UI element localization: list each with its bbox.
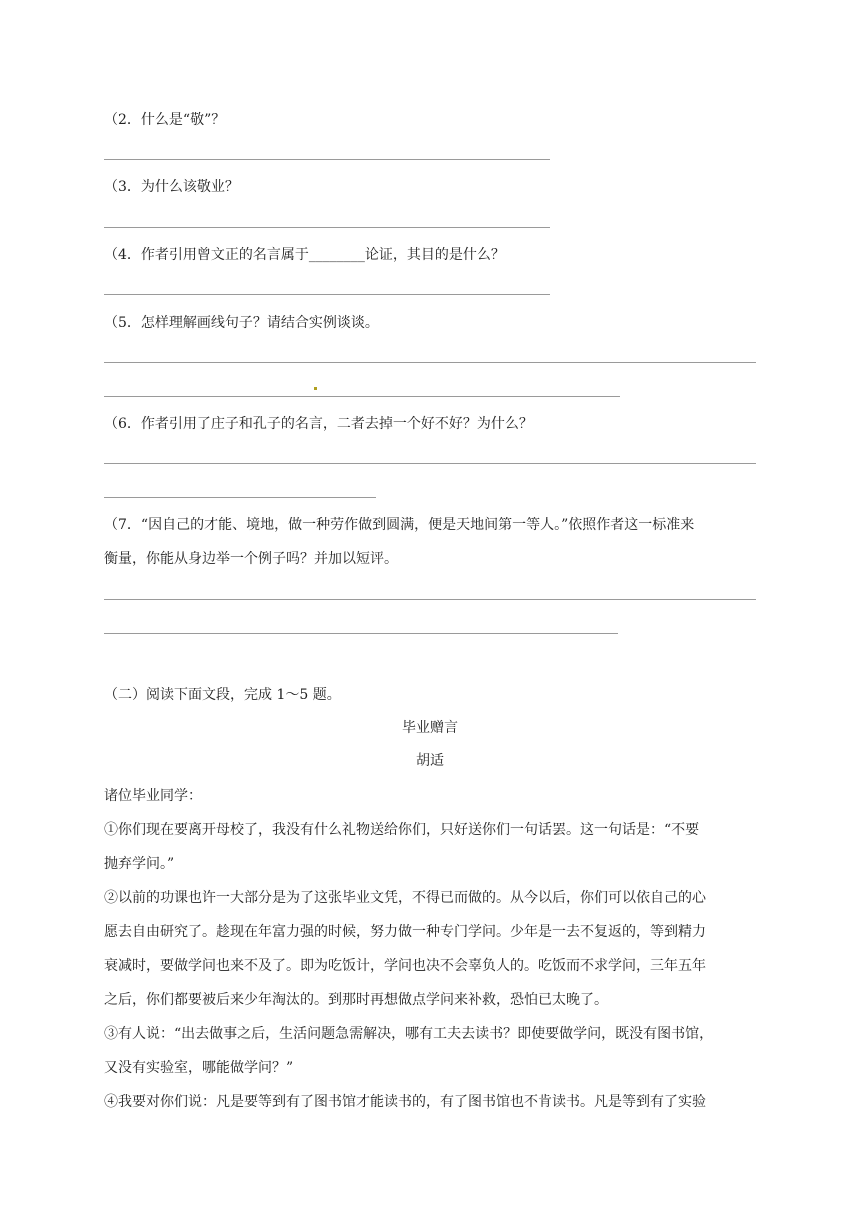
salutation: 诸位毕业同学： <box>104 788 202 804</box>
stray-mark <box>314 387 317 390</box>
answer-line <box>104 227 550 228</box>
question-7-line-2: 衡量，你能从身边举一个例子吗？并加以短评。 <box>104 551 398 567</box>
paragraph-3-line: 又没有实验室，哪能做学问？” <box>104 1060 294 1076</box>
passage-author: 胡适 <box>416 753 444 769</box>
question-2: （2．什么是“敬”？ <box>104 112 226 128</box>
paragraph-2-line: 衰减时，要做学问也来不及了。即为吃饭计，学问也决不会辜负人的。吃饭而不求学问，三年五年 <box>104 958 706 974</box>
answer-line <box>104 463 756 464</box>
answer-line <box>104 396 620 397</box>
answer-line <box>104 599 756 600</box>
question-4: （4．作者引用曾文正的名言属于________论证，其目的是什么？ <box>104 247 505 263</box>
paragraph-2-line: 之后，你们都要被后来少年淘汰的。到那时再想做点学问来补救，恐怕已太晚了。 <box>104 992 608 1008</box>
answer-line <box>104 633 618 634</box>
paragraph-2-line: ②以前的功课也许一大部分是为了这张毕业文凭，不得已而做的。从今以后，你们可以依自己的心 <box>104 890 706 906</box>
paragraph-1-line: ①你们现在要离开母校了，我没有什么礼物送给你们，只好送你们一句话罢。这一句话是：“不要 <box>104 822 700 838</box>
paragraph-3-line: ③有人说：“出去做事之后，生活问题急需解决，哪有工夫去读书？即使要做学问，既没有图书馆， <box>104 1026 714 1042</box>
paragraph-4-line: ④我要对你们说：凡是要等到有了图书馆才能读书的，有了图书馆也不肯读书。凡是等到有了实验 <box>104 1094 706 1110</box>
question-3: （3．为什么该敬业？ <box>104 179 239 195</box>
passage-title: 毕业赠言 <box>402 720 458 736</box>
answer-line <box>104 294 550 295</box>
answer-line <box>104 362 756 363</box>
question-6: （6．作者引用了庄子和孔子的名言，二者去掉一个好不好？为什么？ <box>104 416 533 432</box>
paragraph-2-line: 愿去自由研究了。趁现在年富力强的时候，努力做一种专门学问。少年是一去不复返的，等到精力 <box>104 924 706 940</box>
answer-line <box>104 497 376 498</box>
section-intro: （二）阅读下面文段，完成 1～5 题。 <box>104 687 341 703</box>
answer-line <box>104 159 550 160</box>
question-7-line-1: （7．“因自己的才能、境地，做一种劳作做到圆满，便是天地间第一等人。”依照作者这一标准来 <box>104 517 695 533</box>
paragraph-1-line: 抛弃学问。” <box>104 856 175 872</box>
question-5: （5．怎样理解画线句子？请结合实例谈谈。 <box>104 315 379 331</box>
